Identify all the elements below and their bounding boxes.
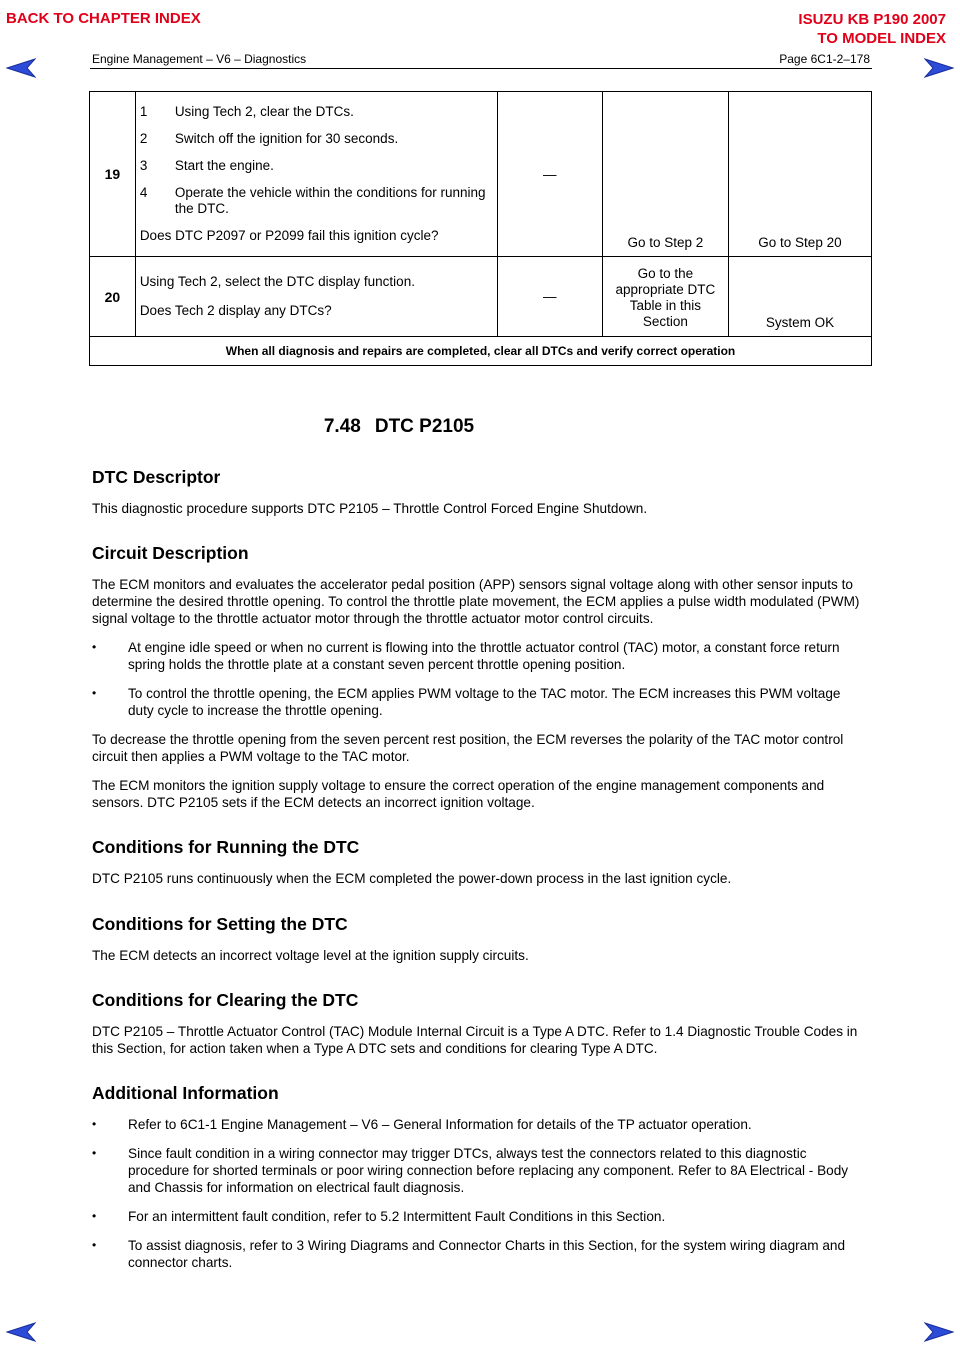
section-heading: DTC Descriptor bbox=[92, 467, 221, 487]
conditions-setting-section bbox=[92, 913, 867, 976]
dtc-descriptor-section bbox=[92, 466, 867, 529]
action-item: 1 Using Tech 2, clear the DTCs. bbox=[139, 104, 354, 119]
paragraph: DTC P2105 runs continuously when the ECM completed the power-down process in the last ignition cycle. bbox=[92, 871, 732, 886]
page-number: Page 6C1-2–178 bbox=[779, 52, 870, 66]
step-value: — bbox=[497, 92, 602, 257]
section-name: DTC P2105 bbox=[374, 416, 475, 437]
step-number: 20 bbox=[90, 257, 136, 337]
step-yes-result: Go to the appropriate DTC Table in this Section bbox=[602, 257, 728, 337]
step-question: Does DTC P2097 or P2099 fail this ignition cycle? bbox=[139, 228, 439, 243]
table-footer-note: When all diagnosis and repairs are completed, clear all DTCs and verify correct operation bbox=[90, 337, 872, 366]
step-action bbox=[135, 257, 497, 337]
paragraph: To decrease the throttle opening from the seven percent rest position, the ECM reverses the polarity of the TAC motor control circuit then applies a PWM voltage to the TAC motor. bbox=[92, 732, 844, 764]
paragraph: DTC P2105 – Throttle Actuator Control (TAC) Module Internal Circuit is a Type A DTC. Refer to 1.4 Diagnostic Trouble Codes in this Section, for action taken when a Type A DTC sets and conditions for clearing Type A DTC. bbox=[92, 1024, 858, 1056]
header-rule bbox=[90, 68, 872, 69]
action-text: Using Tech 2, select the DTC display function. bbox=[139, 274, 415, 289]
step-value: — bbox=[497, 257, 602, 337]
section-heading: Additional Information bbox=[92, 1083, 279, 1103]
action-item: 3 Start the engine. bbox=[139, 158, 274, 173]
previous-page-arrow-bottom-icon[interactable] bbox=[6, 1322, 36, 1342]
bullet-item: • Since fault condition in a wiring connector may trigger DTCs, always test the connectors related to this diagnostic procedure for shorted terminals or poor wiring connection before replacing any component. Refer to 8A Electrical - Body and Chassis for information on electrical fault diagnosis. bbox=[92, 1146, 849, 1195]
bullet-item: • At engine idle speed or when no current is flowing into the throttle actuator control (TAC) motor, a constant force return spring holds the throttle plate at a constant seven percent throttle opening position. bbox=[92, 640, 840, 672]
paragraph: The ECM monitors and evaluates the accelerator pedal position (APP) sensors signal voltage along with other sensor inputs to determine the desired throttle opening. To control the throttle plate movement, the ECM applies a pulse width modulated (PWM) signal voltage to the throttle actuator motor through the throttle actuator motor control circuits. bbox=[92, 577, 860, 626]
step-yes-result: Go to Step 2 bbox=[602, 92, 728, 257]
step-number: 19 bbox=[90, 92, 136, 257]
action-item: 2 Switch off the ignition for 30 seconds. bbox=[139, 131, 399, 146]
bullet-item: • For an intermittent fault condition, refer to 5.2 Intermittent Fault Conditions in this Section. bbox=[92, 1209, 666, 1224]
bullet-item: • Refer to 6C1-1 Engine Management – V6 – General Information for details of the TP actuator operation. bbox=[92, 1117, 752, 1132]
next-page-arrow-icon[interactable] bbox=[924, 58, 954, 78]
model-index-link[interactable] bbox=[798, 10, 946, 48]
to-model-index-label: TO MODEL INDEX bbox=[817, 30, 946, 47]
diagnostic-table bbox=[89, 91, 872, 366]
section-heading: Circuit Description bbox=[92, 543, 249, 563]
paragraph: This diagnostic procedure supports DTC P2105 – Throttle Control Forced Engine Shutdown. bbox=[92, 501, 648, 516]
additional-information-section bbox=[92, 1082, 867, 1283]
section-heading: Conditions for Clearing the DTC bbox=[92, 990, 359, 1010]
section-heading: Conditions for Running the DTC bbox=[92, 837, 360, 857]
next-page-arrow-bottom-icon[interactable] bbox=[924, 1322, 954, 1342]
section-heading: Conditions for Setting the DTC bbox=[92, 914, 348, 934]
step-no-result: System OK bbox=[728, 257, 871, 337]
previous-page-arrow-icon[interactable] bbox=[6, 58, 36, 78]
table-row bbox=[90, 92, 872, 257]
action-item: 4 Operate the vehicle within the conditions for running the DTC. bbox=[139, 185, 486, 216]
bullet-item: • To assist diagnosis, refer to 3 Wiring Diagrams and Connector Charts in this Section, for the system wiring diagram and connector charts. bbox=[92, 1238, 846, 1270]
step-no-result: Go to Step 20 bbox=[728, 92, 871, 257]
paragraph: The ECM monitors the ignition supply voltage to ensure the correct operation of the engine management components and sensors. DTC P2105 sets if the ECM detects an incorrect ignition voltage. bbox=[92, 778, 825, 810]
model-name: ISUZU KB P190 2007 bbox=[798, 11, 946, 28]
paragraph: The ECM detects an incorrect voltage level at the ignition supply circuits. bbox=[92, 948, 529, 963]
step-question: Does Tech 2 display any DTCs? bbox=[139, 303, 332, 318]
section-number: 7.48 bbox=[323, 416, 361, 437]
conditions-running-section bbox=[92, 836, 867, 899]
section-title bbox=[0, 416, 798, 438]
table-row bbox=[90, 257, 872, 337]
bullet-item: • To control the throttle opening, the ECM applies PWM voltage to the TAC motor. The ECM increases this PWM voltage duty cycle to increase the throttle opening. bbox=[92, 686, 841, 718]
running-header-title: Engine Management – V6 – Diagnostics bbox=[92, 52, 307, 66]
conditions-clearing-section bbox=[92, 989, 867, 1069]
table-footer-row bbox=[90, 337, 872, 366]
back-to-chapter-index-link[interactable]: BACK TO CHAPTER INDEX bbox=[6, 10, 201, 27]
circuit-description-section bbox=[92, 542, 867, 823]
step-action bbox=[135, 92, 497, 257]
